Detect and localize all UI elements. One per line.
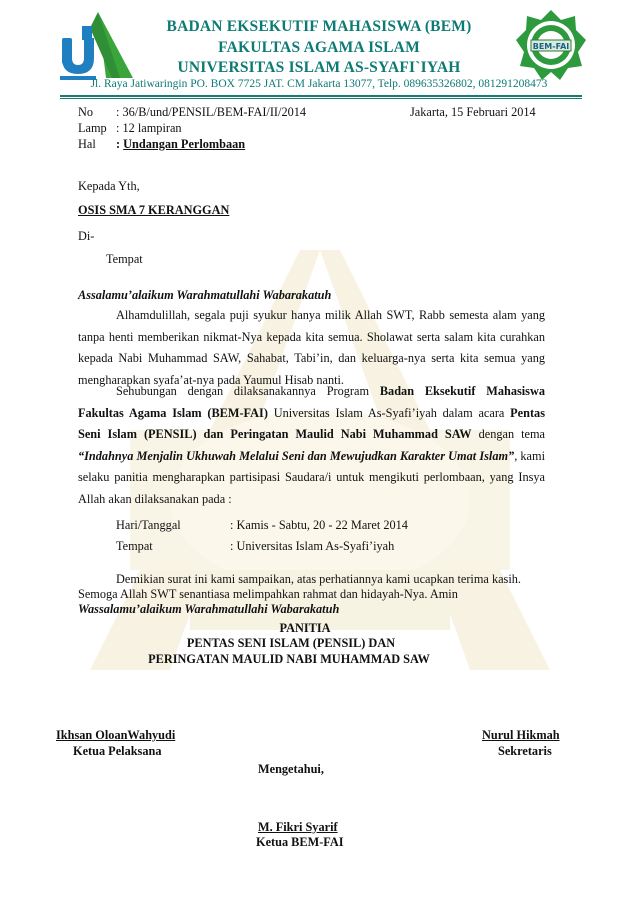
p2-part-g: , kami selaku panitia mengharapkan partisipasi Saudara/i untuk mengikuti perlombaan, yang Insya Allah akan dilaksanakan pada : (78, 448, 545, 506)
letterhead-faculty: FAKULTAS AGAMA ISLAM (218, 39, 420, 56)
paragraph-1: Alhamdulillah, segala puji syukur hanya milik Allah SWT, Rabb semesta alam yang tanpa henti memberikan nikmat-Nya kepada kita semua. Sholawat serta salam kita curahkan kepada Nabi Muhammad SAW, Sahabat, Tabi’in, dan keluarga-nya serta kita semua yang mengharapkan syafa’at-nya pada Yaumul Hisab nanti. (78, 308, 545, 387)
p2-part-c: Universitas Islam As-Syafi’iyah dalam acara (267, 405, 511, 420)
recipient-di: Di- (78, 229, 95, 243)
place-date: Jakarta, 15 Februari 2014 (410, 105, 536, 119)
venue-value: : Universitas Islam As-Syafi’iyah (230, 539, 395, 553)
closing-line-1: Demikian surat ini kami sampaikan, atas perhatiannya kami ucapkan terima kasih. (116, 572, 521, 586)
letterhead-university: UNIVERSITAS ISLAM AS-SYAFI`IYAH (177, 59, 461, 76)
p2-part-a: Sehubungan dengan dilaksanakannya Program (116, 384, 380, 398)
letterhead-divider (60, 95, 582, 97)
closing-salam: Wassalamu’alaikum Warahmatullahi Wabarakatuh (78, 602, 340, 616)
date-label: Hari/Tanggal (116, 518, 181, 532)
recipient-place: Tempat (106, 252, 143, 266)
committee-event-line-2: PERINGATAN MAULID NABI MUHAMMAD SAW (148, 652, 430, 666)
subject-label: Hal (78, 137, 96, 151)
p2-organization: Badan Eksekutif Mahasiswa Fakultas Agama Islam (BEM-FAI) (78, 384, 545, 420)
venue-label: Tempat (116, 539, 153, 553)
letterhead-organization: BADAN EKSEKUTIF MAHASISWA (BEM) (166, 18, 472, 35)
secretary-name: Nurul Hikmah (482, 728, 560, 742)
recipient-name: OSIS SMA 7 KERANGGAN (78, 203, 230, 217)
head-bem-name: M. Fikri Syarif (258, 820, 338, 834)
committee-event-line-1: PENTAS SENI ISLAM (PENSIL) DAN (186, 636, 396, 650)
subject-value: Undangan Perlombaan (123, 137, 246, 151)
p2-event: Pentas Seni Islam (PENSIL) dan Peringatan Maulid Nabi Muhammad SAW (78, 405, 545, 441)
subject-line (116, 135, 245, 153)
p2-part-e: dengan tema (471, 427, 545, 441)
committee-title: PANITIA (279, 621, 331, 635)
opening-salam: Assalamu’alaikum Warahmatullahi Wabarakatuh (78, 288, 332, 302)
recipient-greeting: Kepada Yth, (78, 179, 140, 193)
chairman-role: Ketua Pelaksana (73, 744, 162, 758)
head-bem-role: Ketua BEM-FAI (256, 835, 344, 849)
attachment-label: Lamp (78, 121, 107, 135)
letterhead-divider-thin (60, 98, 582, 99)
acknowledged-label: Mengetahui, (258, 762, 324, 776)
attachment-value: : 12 lampiran (116, 121, 182, 135)
subject-colon: : (116, 137, 124, 151)
closing-line-2: Semoga Allah SWT senantiasa melimpahkan rahmat dan hidayah-Nya. Amin (78, 587, 458, 601)
secretary-role: Sekretaris (498, 744, 552, 758)
letterhead-address: Jl. Raya Jatiwaringin PO. BOX 7725 JAT. CM Jakarta 13077, Telp. 089635326802, 081291208473 (90, 78, 548, 90)
chairman-name: Ikhsan OloanWahyudi (56, 728, 176, 742)
number-label: No (78, 105, 94, 119)
number-value: : 36/B/und/PENSIL/BEM-FAI/II/2014 (116, 105, 307, 119)
date-value: : Kamis - Sabtu, 20 - 22 Maret 2014 (230, 518, 408, 532)
bem-fai-logo-text: BEM-FAI (532, 42, 570, 51)
paragraph-2 (78, 381, 545, 510)
p2-theme: “Indahnya Menjalin Ukhuwah Melalui Seni dan Mewujudkan Karakter Umat Islam” (78, 448, 515, 463)
